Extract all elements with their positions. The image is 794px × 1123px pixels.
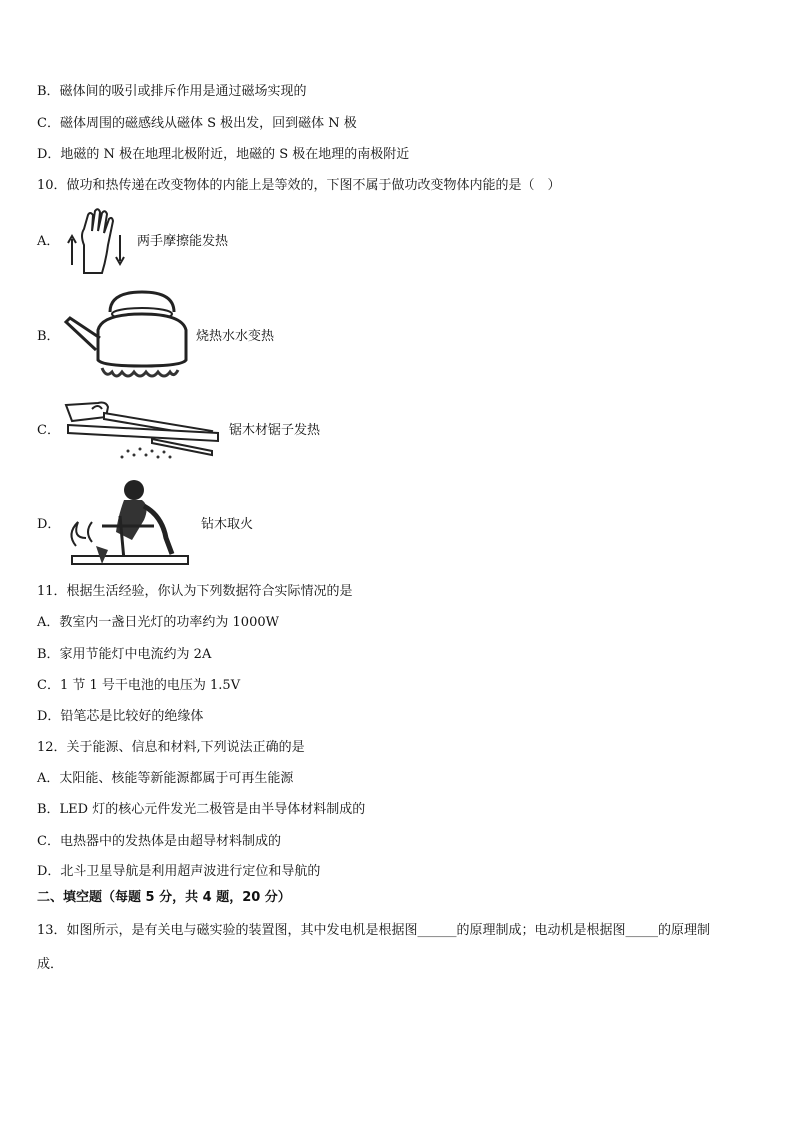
drill-fire-icon [62, 476, 198, 570]
q10-option-c-label: C． [37, 423, 60, 438]
q11-option-a: A．教室内一盏日光灯的功率约为 1000W [37, 615, 279, 630]
q12-stem: 12．关于能源、信息和材料,下列说法正确的是 [37, 740, 305, 755]
q12-option-b: B．LED 灯的核心元件发光二极管是由半导体材料制成的 [37, 802, 366, 817]
q11-stem: 11．根据生活经验，你认为下列数据符合实际情况的是 [37, 584, 353, 599]
q11-option-c: C．1 节 1 号干电池的电压为 1.5V [37, 678, 241, 693]
q9-option-b: B．磁体间的吸引或排斥作用是通过磁场实现的 [37, 84, 307, 99]
q10-option-d-label: D． [37, 517, 61, 532]
q13-stem-line2: 成． [37, 957, 64, 972]
q10-option-d-caption: 钻木取火 [201, 517, 254, 532]
q9-option-d: D．地磁的 N 极在地理北极附近，地磁的 S 极在地理的南极附近 [37, 147, 410, 162]
q13-stem-line1: 13．如图所示，是有关电与磁实验的装置图，其中发电机是根据图______的原理制成；电动机是根据图_____的原理制 [37, 923, 711, 938]
q10-option-c-caption: 锯木材锯子发热 [229, 423, 321, 438]
section-title-fill-in: 二、填空题（每题 5 分，共 4 题，20 分） [37, 890, 291, 905]
q12-option-c: C．电热器中的发热体是由超导材料制成的 [37, 834, 281, 849]
q11-option-b: B．家用节能灯中电流约为 2A [37, 647, 212, 662]
q9-option-c: C．磁体周围的磁感线从磁体 S 极出发，回到磁体 N 极 [37, 116, 357, 131]
kettle-icon [62, 288, 188, 380]
q10-stem: 10．做功和热传递在改变物体的内能上是等效的，下图不属于做功改变物体内能的是（ ） [37, 178, 561, 193]
q10-option-a-label: A． [37, 234, 60, 249]
q12-option-a: A．太阳能、核能等新能源都属于可再生能源 [37, 771, 294, 786]
q12-option-d: D．北斗卫星导航是利用超声波进行定位和导航的 [37, 864, 321, 879]
q10-option-b-caption: 烧热水水变热 [196, 329, 275, 344]
q10-option-b-label: B． [37, 329, 60, 344]
rubbing-hands-icon [62, 205, 130, 277]
q10-option-a-caption: 两手摩擦能发热 [137, 234, 229, 249]
q11-option-d: D．铅笔芯是比较好的绝缘体 [37, 709, 204, 724]
saw-wood-icon [62, 395, 222, 463]
